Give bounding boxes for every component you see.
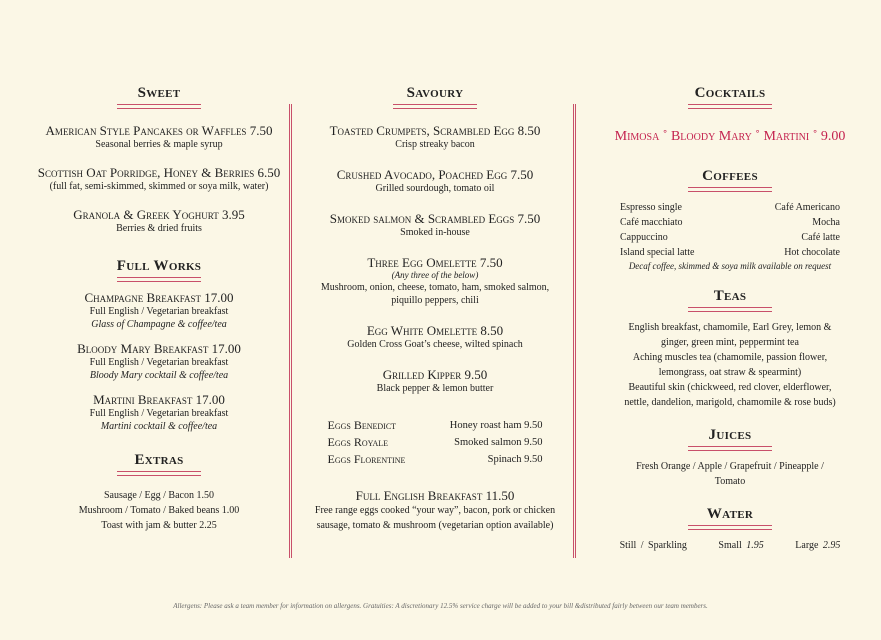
extras-heading: Extras <box>134 452 184 468</box>
full-english-item <box>300 488 570 533</box>
column-divider <box>573 104 576 558</box>
item-desc: Full English / Vegetarian breakfast <box>89 408 229 419</box>
coffee-list <box>620 200 840 260</box>
teas-section <box>585 287 875 410</box>
menu-item <box>20 165 298 193</box>
full-works-section <box>20 257 298 433</box>
extras-line: Mushroom / Tomato / Baked beans 1.00 <box>78 505 240 516</box>
drinks-column <box>585 84 875 551</box>
menu-item <box>300 211 570 239</box>
sweet-section <box>20 84 298 235</box>
menu-item <box>20 123 298 151</box>
item-desc: piquillo peppers, chili <box>391 295 479 306</box>
heading-rule <box>688 525 772 530</box>
egg-dish-price: Honey roast ham 9.50 <box>449 420 543 431</box>
item-title: Scottish Oat Porridge, Honey & Berries <box>37 165 255 180</box>
allergen-footer: Allergens: Please ask a team member for information on allergens. Gratuities: A discretionary 12.5% service charge will be added to your bill &distributed fairly between our team members. <box>173 602 708 610</box>
menu-item <box>300 167 570 195</box>
cocktails-line: Mimosa ˚ Bloody Mary ˚ Martini ˚ 9.00 <box>614 129 846 144</box>
water-small-label: Small <box>718 540 742 551</box>
savoury-heading: Savoury <box>406 85 464 101</box>
menu-item <box>20 207 298 235</box>
egg-dish-price: Smoked salmon 9.50 <box>454 437 543 448</box>
tea-line: nettle, dandelion, marigold, chamomile & rose buds) <box>624 397 836 408</box>
eggs-list <box>300 417 570 468</box>
water-heading: Water <box>706 506 754 522</box>
water-options <box>585 540 875 551</box>
egg-dish-name: Eggs Florentine <box>327 452 406 466</box>
item-desc: Grilled sourdough, tomato oil <box>375 183 495 194</box>
savoury-column <box>300 84 570 533</box>
menu-item <box>20 392 298 433</box>
water-large-price: 2.95 <box>822 540 841 551</box>
heading-rule <box>393 104 477 109</box>
juices-line: Tomato <box>714 476 746 487</box>
coffees-section <box>585 167 875 273</box>
item-price: 9.50 <box>464 367 488 382</box>
heading-rule <box>117 277 201 282</box>
item-title: Three Egg Omelette <box>367 255 477 270</box>
item-price: 17.00 <box>204 290 234 305</box>
heading-rule <box>117 104 201 109</box>
juices-section <box>585 426 875 489</box>
item-title: Champagne Breakfast <box>84 290 202 305</box>
egg-dish-name: Eggs Royale <box>327 435 389 449</box>
item-note: (Any three of the below) <box>391 270 479 280</box>
sweet-column <box>20 84 298 547</box>
item-price: 7.50 <box>510 167 534 182</box>
item-price: 7.50 <box>479 255 503 270</box>
teas-heading: Teas <box>713 288 747 304</box>
item-title: Toasted Crumpets, Scrambled Egg <box>329 123 515 138</box>
coffee-item: Café macchiato <box>620 217 683 228</box>
item-price: 17.00 <box>195 392 225 407</box>
heading-rule <box>688 104 772 109</box>
item-title: Grilled Kipper <box>382 367 462 382</box>
item-title: Smoked salmon & Scrambled Eggs <box>329 211 515 226</box>
item-price: 17.00 <box>211 341 241 356</box>
menu-item <box>20 290 298 331</box>
item-price: 8.50 <box>480 323 504 338</box>
item-note: Glass of Champagne & coffee/tea <box>91 319 227 330</box>
item-title: Granola & Greek Yoghurt <box>73 207 219 222</box>
heading-rule <box>117 471 201 476</box>
coffee-item: Hot chocolate <box>784 247 840 258</box>
omelette-item <box>300 255 570 307</box>
egg-dish-name: Eggs Benedict <box>327 418 397 432</box>
coffee-item: Café latte <box>801 232 840 243</box>
item-note: Bloody Mary cocktail & coffee/tea <box>89 370 229 381</box>
menu-item <box>300 123 570 151</box>
coffees-heading: Coffees <box>702 168 758 184</box>
item-desc: Full English / Vegetarian breakfast <box>89 357 229 368</box>
item-desc: Free range eggs cooked “your way”, bacon, pork or chicken <box>314 505 556 516</box>
heading-rule <box>688 307 772 312</box>
menu-item <box>300 323 570 351</box>
water-section <box>585 505 875 551</box>
water-small-price: 1.95 <box>746 540 764 551</box>
item-note: Martini cocktail & coffee/tea <box>100 421 218 432</box>
item-desc: Mushroom, onion, cheese, tomato, ham, smoked salmon, <box>320 282 550 293</box>
item-title: Egg White Omelette <box>366 323 478 338</box>
item-title: American Style Pancakes or Waffles <box>45 123 247 138</box>
coffee-item: Café Americano <box>774 202 840 213</box>
tea-line: Beautiful skin (chickweed, red clover, elderflower, <box>628 382 832 393</box>
water-large-label: Large <box>795 540 819 551</box>
item-price: 8.50 <box>517 123 541 138</box>
column-divider <box>289 104 292 558</box>
heading-rule <box>688 446 772 451</box>
tea-line: ginger, green mint, peppermint tea <box>661 337 799 348</box>
item-desc: Berries & dried fruits <box>116 223 202 234</box>
item-title: Bloody Mary Breakfast <box>77 341 209 356</box>
menu-item <box>20 341 298 382</box>
item-desc: Golden Cross Goat’s cheese, wilted spinach <box>347 339 523 350</box>
juices-heading: Juices <box>708 427 752 443</box>
coffee-item: Cappuccino <box>620 232 668 243</box>
coffee-note: Decaf coffee, skimmed & soya milk available on request <box>628 261 832 271</box>
tea-line: Aching muscles tea (chamomile, passion flower, <box>632 352 828 363</box>
full-works-heading: Full Works <box>116 258 202 274</box>
item-desc: Black pepper & lemon butter <box>376 383 494 394</box>
extras-section <box>20 451 298 533</box>
item-desc: Crisp streaky bacon <box>395 139 475 150</box>
juices-line: Fresh Orange / Apple / Grapefruit / Pineapple / <box>636 461 824 472</box>
item-price: 7.50 <box>517 211 541 226</box>
extras-line: Toast with jam & butter 2.25 <box>101 520 217 531</box>
cocktails-heading: Cocktails <box>694 85 766 101</box>
sweet-heading: Sweet <box>137 85 181 101</box>
item-desc: Seasonal berries & maple syrup <box>95 139 223 150</box>
item-desc: (full fat, semi-skimmed, skimmed or soya milk, water) <box>49 181 269 192</box>
coffee-item: Espresso single <box>620 202 682 213</box>
item-desc: Full English / Vegetarian breakfast <box>89 306 229 317</box>
heading-rule <box>688 187 772 192</box>
item-desc: Smoked in-house <box>400 227 470 238</box>
item-price: 3.95 <box>222 207 245 222</box>
water-types: Still / Sparkling <box>619 540 687 551</box>
item-title: Martini Breakfast <box>93 392 193 407</box>
item-title: Full English Breakfast <box>355 488 483 503</box>
item-desc: sausage, tomato & mushroom (vegetarian option available) <box>316 520 554 531</box>
tea-line: English breakfast, chamomile, Earl Grey, lemon & <box>628 322 832 333</box>
egg-dish-price: Spinach 9.50 <box>487 454 543 465</box>
item-title: Crushed Avocado, Poached Egg <box>336 167 508 182</box>
menu-item <box>300 367 570 395</box>
coffee-item: Mocha <box>812 217 840 228</box>
coffee-item: Island special latte <box>620 247 695 258</box>
item-price: 7.50 <box>249 123 273 138</box>
item-price: 11.50 <box>485 488 515 503</box>
tea-line: lemongrass, oat straw & spearmint) <box>658 367 802 378</box>
extras-line: Sausage / Egg / Bacon 1.50 <box>104 490 214 501</box>
item-price: 6.50 <box>257 165 281 180</box>
